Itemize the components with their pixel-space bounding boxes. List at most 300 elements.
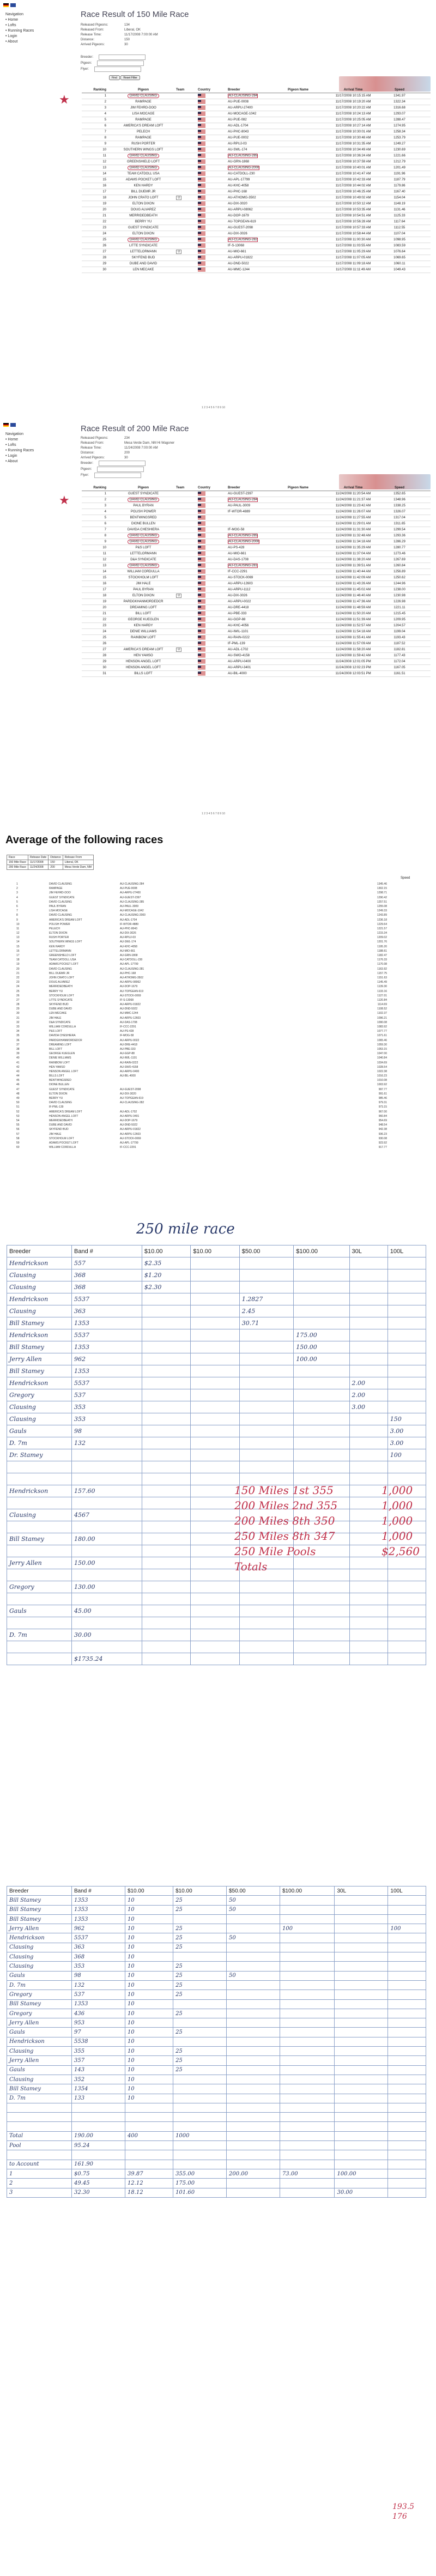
cell-text: 1299.54 [393,528,405,531]
grid-cell: 3.00 [349,1401,387,1413]
filter-input[interactable] [97,467,144,472]
table-cell [383,123,416,129]
table-cell [323,671,383,676]
average-cell: HEN YAMSO [49,1065,65,1069]
average-cell: 52 [16,1110,20,1114]
us-flag-icon [198,202,205,205]
table-cell [82,623,111,628]
grid-cell [335,2141,388,2150]
cell-text[interactable]: AU-KHC-4056 [228,624,249,627]
table-row [82,99,431,105]
cell-text[interactable]: AU-ARPU-0400 [228,660,251,663]
pigeon-link[interactable]: JIM HALE [136,582,151,585]
cell-text: 11/17/2008 10:56:28 AM [335,220,371,223]
grid-cell: Jerry Allen [7,1353,72,1365]
cell-text[interactable]: AU-RAIN-0222 [228,636,250,639]
header-cell: Breeder [228,88,240,92]
pigeon-link[interactable]: BILL DUEMR JR [131,190,156,193]
cell-text[interactable]: AU-ARPU-3401 [228,666,251,669]
checkbox-icon[interactable]: ☑ [176,196,181,200]
grid-cell [294,1293,349,1305]
average-row [16,945,431,949]
grid-cell [294,1269,349,1281]
table-cell [383,671,416,676]
meta-label: Distance: [81,451,95,455]
table-cell [198,177,228,183]
pigeon-link[interactable]: LITTE SYNDICATE [129,244,158,247]
pigeon-link[interactable]: PARDGKHANMORDEDCR [123,600,164,603]
grid-row [7,2131,426,2140]
cell-text[interactable]: AU-ARPU-1112 [228,588,251,591]
grid-cell: 400 [125,2131,173,2140]
average-cell: 1249.33 [377,909,387,913]
grid-header-cell: $100.00 [280,1886,335,1896]
pigeon-link[interactable]: DAVID CLAUSING [128,534,159,538]
pigeon-link[interactable]: ELTON DIXON [132,202,155,205]
pigeon-link[interactable]: DAVID CLAUSING [128,154,159,158]
pigeon-link[interactable]: JIM FEHRD-DOO [130,106,156,110]
table-cell [111,249,176,255]
meta-row [81,436,174,441]
grid-row [7,2065,426,2075]
table-cell [383,267,416,273]
nav-link[interactable]: • Login [5,34,17,38]
grid-cell [294,1401,349,1413]
pigeon-link[interactable]: D&A SYNDICATE [130,558,156,561]
table-cell [228,611,288,616]
table-cell [383,93,416,99]
cell-text[interactable]: AU-PHC-8043 [228,130,249,134]
pigeon-link[interactable]: DUBE AND DAVID [129,262,158,265]
cell-text[interactable]: AU-DOP-1679 [228,214,249,217]
table-cell [82,261,111,267]
average-cell: AU-CLAUSING-285 [120,900,144,904]
grid-cell [388,1943,426,1952]
reset-filter-button[interactable]: Reset Filter [120,75,140,80]
cell-text[interactable]: AU-DND-5022 [228,262,249,265]
pigeon-link[interactable]: GREENSHIELD LOFT [126,160,160,164]
nav-link[interactable]: • Running Races [5,449,34,452]
cell-text[interactable]: AU-IWIL-1101 [228,630,249,633]
table-cell [323,557,383,563]
grid-cell: Total [7,2131,72,2140]
race-result-page-2 [0,420,436,823]
cell-text: 24 [102,232,106,235]
pigeon-link[interactable]: BILL LOFT [135,612,152,615]
grid-cell: 368 [72,1281,142,1293]
table-cell [228,647,288,652]
grid-row [7,1924,426,1933]
cell-text[interactable]: AU-DAS-1708 [228,558,249,561]
table-cell [383,261,416,267]
table-cell [176,189,198,195]
cell-text[interactable]: AU-CATDOLL-230 [228,172,255,176]
cell-text[interactable]: AU-DIX-3026 [228,594,247,597]
grid-cell: Gregory [7,1990,72,1999]
average-row [16,909,431,913]
grid-cell [388,1962,426,1971]
cell-text[interactable]: AU-ARPU-27400 [228,106,253,110]
grid-header-cell: Breeder [7,1886,72,1896]
grid-cell [72,1497,142,1509]
table-cell [82,557,111,563]
pagination[interactable]: 1 2 3 4 5 6 7 8 9 10 [202,812,226,815]
grid-cell: Hendrickson [7,2037,72,2046]
cell-text[interactable]: AU-ADL-1702 [228,648,249,651]
pigeon-link[interactable]: DAVID CLAUSING [128,166,159,170]
average-cell: 1077.77 [377,1030,387,1033]
filter-form [81,461,146,479]
average-row [16,953,431,958]
average-row [16,1105,431,1109]
cell-text: 7 [104,528,106,531]
grid-cell: 100 [280,1924,335,1933]
pigeon-link[interactable]: DAVID CLAUSING [128,540,159,544]
cell-text: 11/17/2008 10:24:13 AM [335,112,371,116]
pigeon-link[interactable]: DAVID CLAUSING [128,498,159,502]
cell-text[interactable]: AU-CLAUSING-2000 [228,540,259,543]
table-cell [111,231,176,237]
grid-cell: 10 [125,1924,173,1933]
cell-text[interactable]: AU-CLAUSING-285 [228,534,258,537]
grid-cell [280,1905,335,1914]
average-cell: 50 [16,1101,20,1105]
grid-cell [335,1962,388,1971]
pigeon-link[interactable]: WILLIAM CORDULLA [127,570,160,573]
cell-text[interactable]: AU-CLAUSING-285 [228,154,258,158]
table-row [82,207,431,213]
nav-link[interactable]: • Running Races [5,29,34,33]
table-cell [383,569,416,575]
pigeon-link[interactable]: ELTON DIXON [132,594,155,597]
pigeon-link[interactable]: DAVID CLAUSING [128,94,159,98]
grid-cell [280,2150,335,2160]
average-cell: 1003.92 [377,1083,387,1087]
pigeon-link[interactable]: RAMPAGE [135,136,152,140]
cell-text[interactable]: AU-MIO-661 [228,552,246,555]
pigeon-link[interactable]: HENSON ANGEL LOFT [125,666,161,669]
grid-cell [388,2188,426,2197]
grid-cell [349,1653,387,1665]
cell-text: 25 [102,238,106,241]
grid-cell [191,1497,239,1509]
cell-text[interactable]: IF-PML-139 [228,642,245,645]
table-row [82,611,431,617]
table-cell [82,171,111,177]
pigeon-link[interactable]: DENIE WILLIAMS [130,630,157,633]
pigeon-link[interactable]: POLISH POWER [130,510,156,513]
pigeon-link[interactable]: AMERICA'S DREAM LOFT [123,124,164,128]
cell-text[interactable]: AU-DIX-3020 [228,202,247,205]
average-row [16,989,431,994]
pigeon-link[interactable]: PAUL BYRAN [133,588,154,591]
grid-row [7,1413,426,1425]
average-row [16,1096,431,1100]
pigeon-link[interactable]: JOHN CRATO LOFT [128,196,159,199]
cell-text[interactable]: AU-PUE-0002 [228,136,249,140]
table-cell [82,617,111,622]
nav-link[interactable]: • Home [5,438,19,442]
us-flag-icon [198,256,205,259]
cell-text: 1154.04 [393,196,405,199]
cell-text[interactable]: AU-PHC-168 [228,190,247,193]
cell-text[interactable]: AU-CLAUSING-282 [228,238,258,241]
filter-input[interactable] [99,461,146,466]
nav-link[interactable]: • Login [5,454,17,458]
cell-text[interactable]: AU-SWL-174 [228,148,247,152]
grid-cell: 368 [72,1269,142,1281]
cell-text[interactable]: AU-PUE-082 [228,118,247,122]
pigeon-link[interactable]: BERRY YU [135,220,152,223]
grid-cell [191,1269,239,1281]
pigeon-link[interactable]: GUEST SYNDICATE [128,226,159,229]
nav-link[interactable]: • Home [5,18,19,22]
pigeon-link[interactable]: DAVIDA CHESHIERA [127,528,160,531]
pigeon-link[interactable]: LETTELORMANN [130,250,157,253]
table-cell [176,515,198,521]
header-cell: Pigeon Name [288,88,309,92]
pigeon-link[interactable]: DREAMING LOFT [130,606,157,609]
cell-text[interactable]: AU-CLAUSING-284 [228,498,258,501]
average-cell: AU-DOP-1679 [120,985,138,989]
nav-link[interactable]: • Lofts [5,443,16,447]
checkbox-icon[interactable]: ☑ [176,648,181,652]
pigeon-link[interactable]: LEN MECAKE [132,268,154,271]
cell-text[interactable]: IF-WTOR-4889 [228,510,250,513]
filter-input[interactable] [94,66,141,72]
pigeon-link[interactable]: BENTWINGSRED [130,516,157,519]
table-cell [383,539,416,545]
cell-text[interactable]: AU-BIL-4000 [228,672,247,675]
cell-text[interactable]: AU-KHC-4058 [228,184,249,188]
cell-text[interactable]: AU-RPUJ-03 [228,142,247,146]
pigeon-link[interactable]: DOUG ALVAREZ [131,208,156,211]
table-cell [228,671,288,676]
note-amount: $2,560 [382,1545,420,1558]
average-row [16,896,431,900]
cell-text: 11/24/2008 11:23:42 AM [335,504,371,507]
pigeon-link[interactable]: SKYFEND BUD [131,256,155,259]
english-flag-icon[interactable] [10,3,16,7]
cell-text[interactable]: AU-GGP-88 [228,618,246,621]
pigeon-link[interactable]: LETTELORMANN [130,552,157,555]
us-flag-icon [198,172,205,176]
average-cell: WILLIAM CORDULLA [49,1146,76,1150]
average-row [16,882,431,886]
filter-input[interactable] [97,61,144,66]
cell-text[interactable]: AU-MMC-1244 [228,268,250,271]
cell-text[interactable]: AU-ARPU-08062 [228,208,253,211]
table-cell [323,551,383,557]
cell-text[interactable]: AU-CLAUSING-281 [228,564,258,567]
cell-text: 11/17/2008 10:53:35 AM [335,208,371,211]
cell-text[interactable]: AU-GUEST-2397 [228,492,253,495]
pigeon-link[interactable]: DAVID CLAUSING [128,238,159,242]
average-cell: WILLIAM CORDULLA [49,1025,76,1029]
pigeon-link[interactable]: DIONE BULLEN [131,522,155,525]
table-cell [111,237,176,243]
table-cell [323,587,383,592]
us-flag-icon [198,594,205,597]
table-cell [176,213,198,219]
table-cell [111,135,176,141]
pigeon-link[interactable]: LISA MOCAGE [132,112,155,116]
pigeon-link[interactable]: BILLS LOFT [134,672,153,675]
cell-text: 1125.33 [393,214,405,217]
average-cell: 1040.84 [377,1056,387,1060]
pigeon-link[interactable]: ADAMS POCKET LOFT [125,178,161,182]
find-button[interactable]: Find [109,75,120,80]
table-cell [228,213,288,219]
checkbox-icon[interactable]: ☑ [176,250,181,254]
grid-cell: D. 7m [7,1629,72,1641]
grid-row [7,1473,426,1485]
table-cell [288,243,323,249]
filter-input[interactable] [99,55,146,60]
nav-link[interactable]: • About [5,459,18,463]
cell-text[interactable]: IF-MOG-58 [228,528,245,531]
table-cell [176,593,198,598]
pigeon-link[interactable]: PELECH [136,130,150,134]
average-cell: BILL DUEMR JR [49,971,70,975]
cell-text[interactable]: AU-ADL-1704 [228,124,249,128]
grid-header-cell: $50.00 [227,1886,280,1896]
cell-text[interactable]: AU-STOCK-0069 [228,576,253,579]
table-cell [323,509,383,515]
cell-text[interactable]: AU-PBE-333 [228,612,247,615]
pigeon-link[interactable]: RAMPAGE [135,118,152,122]
cell-text[interactable]: AU-PS-428 [228,546,245,549]
grid-cell [142,1341,190,1353]
pigeon-link[interactable]: RUSH PORTER [131,142,155,146]
pigeon-link[interactable]: PAUL BYRAN [133,504,154,507]
cell-text: 5 [104,516,106,519]
pigeon-link[interactable]: GEORGE KUEGLEN [128,618,159,621]
pigeon-link[interactable]: KEN HARDY [134,624,153,627]
grid-row [7,1653,426,1665]
table-cell [111,671,176,676]
grid-row [7,1257,426,1269]
cell-text[interactable]: AU-MOCAGE-1042 [228,112,257,116]
pigeon-link[interactable]: AMERICA'S DREAM LOFT [123,648,164,651]
cell-text[interactable]: AU-PAUL-3009 [228,504,250,507]
grid-cell [191,1473,239,1485]
pigeon-link[interactable]: MERRIDEDBEATH [129,214,158,217]
cell-text[interactable]: AU-GRN-1868 [228,160,250,164]
cell-text[interactable]: AU-CLAUSING-284 [228,94,258,98]
table-cell [288,665,323,670]
cell-text: 1112.55 [393,226,405,229]
cell-text[interactable]: AU-ARPU-0022 [228,600,251,603]
table-cell [383,515,416,521]
cell-text[interactable]: AU-DRE-4418 [228,606,249,609]
average-cell: DAVID CLAUSING [49,914,72,917]
cell-text[interactable]: AU-GUEST-2098 [228,226,253,229]
cell-text[interactable]: IF-S-13068 [228,244,245,247]
meta-row [81,451,174,456]
grid-cell [294,1317,349,1329]
grid-cell: 25 [173,2009,227,2018]
average-cell: 1083.92 [377,1025,387,1029]
cell-text[interactable]: AU-DIX-3026 [228,232,247,235]
sheet-title: 250 mile race [136,1221,235,1237]
pigeon-link[interactable]: SOUTHERN WINGS LOFT [123,148,164,152]
cell-text: 8 [104,534,106,537]
pigeon-link[interactable]: DAVID CLAUSING [128,564,159,568]
pagination[interactable]: 1 2 3 4 5 6 7 8 9 10 [202,406,226,409]
table-cell [228,141,288,147]
table-row [82,165,431,171]
cell-text[interactable]: AU-APL-17799 [228,178,250,182]
average-cell: BILL LOFT [49,1047,63,1051]
cell-text[interactable]: AU-ARPU-01822 [228,256,253,259]
cell-text[interactable]: AU-MIO-661 [228,250,246,253]
english-flag-icon[interactable] [10,423,16,427]
cell-text: 1191.96 [393,172,405,176]
pigeon-link[interactable]: ELTON DIXON [132,232,155,235]
grid-cell [280,2113,335,2122]
table-cell [228,653,288,658]
cell-text: 11/24/2008 11:52:57 AM [335,624,371,627]
cell-text[interactable]: AU-TOPGEAN-619 [228,220,256,223]
grid-cell [7,1653,72,1665]
average-cell: 49 [16,1097,20,1100]
cell-text: 1258.34 [393,130,405,134]
cell-text: 11/24/2008 11:57:09 AM [335,642,371,645]
grid-cell: 10 [125,2056,173,2065]
average-cell: 59 [16,1141,20,1145]
table-cell [82,99,111,105]
pigeon-link[interactable]: GUEST SYNDICATE [128,492,159,495]
table-cell [323,213,383,219]
grid-cell [387,1569,426,1581]
nav-link[interactable]: • About [5,40,18,44]
pigeon-link[interactable]: TEAM CATDOLL USA [127,172,160,176]
table-cell [198,171,228,177]
pigeon-link[interactable]: KEN HARDY [134,184,153,188]
pigeon-link[interactable]: RAMPAGE [135,100,152,104]
table-cell [82,503,111,509]
cell-text[interactable]: AU-ARPU-12603 [228,582,253,585]
grid-cell: 1353 [72,1905,125,1914]
cell-text[interactable]: AU-ATHOMG-3502 [228,196,256,199]
pigeon-link[interactable]: HEN YAMSO [134,654,153,657]
pigeon-link[interactable]: HENSON ANGEL LOFT [125,660,161,663]
us-flag-icon [198,528,205,531]
grid-cell [173,1952,227,1962]
table-cell [176,123,198,129]
pigeon-link[interactable]: RAINBOW LOFT [131,636,156,639]
pigeon-link[interactable]: STOCKHOLM LOFT [128,576,159,579]
average-cell: 58 [16,1136,20,1140]
cell-text[interactable]: AU-SWO-4158 [228,654,250,657]
nav-link[interactable]: • Lofts [5,23,16,27]
cell-text: 1256.89 [393,570,405,573]
checkbox-icon[interactable]: ☑ [176,594,181,598]
cell-text[interactable]: AU-PUE-0008 [228,100,249,104]
table-cell [288,249,323,255]
grid-cell [227,2084,280,2094]
filter-input[interactable] [94,473,141,478]
cell-text[interactable]: AU-CLAUSING-2000 [228,166,259,170]
german-flag-icon[interactable] [3,3,9,7]
pigeon-link[interactable]: P&S LOFT [135,546,152,549]
table-cell [111,605,176,610]
cell-text: 1049.43 [393,268,405,271]
cell-text[interactable]: IF-CCC-2291 [228,570,247,573]
german-flag-icon[interactable] [3,423,9,427]
grid-cell [294,1461,349,1473]
